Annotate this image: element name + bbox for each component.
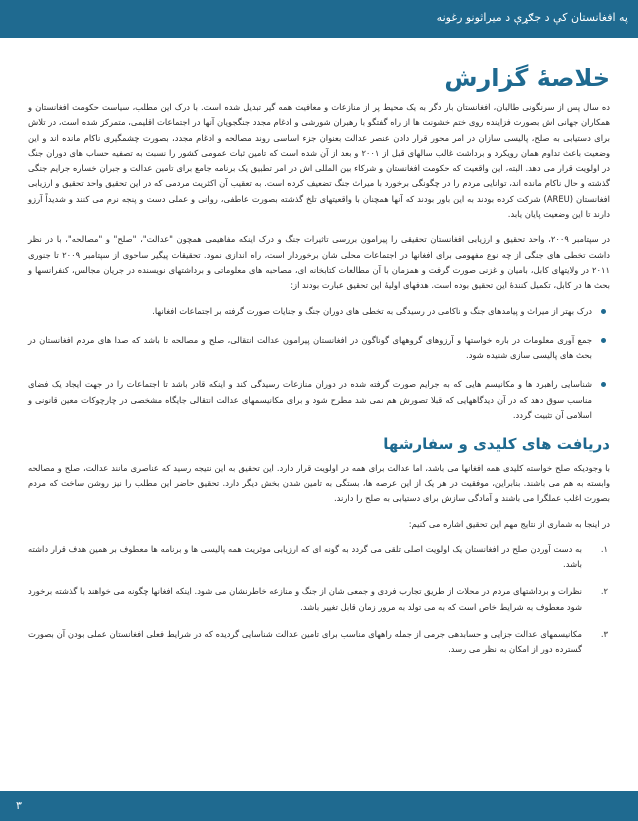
list-item: شناسایی راهبرد ها و مکانیسم هایی که به جرایم صورت گرفته شده در دوران منازعات رسیدگی کند و اینکه قادر باشد تا اجتماعات را در جهت ایجاد یک فضای مناسب سوق دهد که در آن دیدگاههایی که قبلا تصورش هم نمی شد مطرح شود و برای مکانیسمهای عدالت انتقالی جایگاه مشخصی در چارچوکات معین قانونی و اسلامی آن تثبیت گردد. <box>28 377 592 423</box>
paragraph: در سپتامبر ۲۰۰۹، واحد تحقیق و ارزیابی افغانستان تحقیقی را پیرامون بررسی تاثیرات جنگ و درک اینکه مفاهیمی همچون "عدالت"، "صلح" و "مصالحه"، با در نظر داشت تخطی های جنگی از چه نوع مفهومی برای افغانها در اجتماعات محلی شان برخوردار است، راه اندازی نمود. تحقیقات پیگیر ساحوی از سپتامبر ۲۰۰۹ تا جنوری ۲۰۱۱ در ولایتهای کابل، بامیان و غزنی صورت گرفت و همزمان با آن مطالعات کتابخانه ای، مصاحبه های معلوماتی و برداشتهای نویسنده در جریان مجالس، کنفرانسها و بحث ها در کابل، تکمیل کنندۀ این تحقیق بوده است. هدفهای اولیۀ این تحقیق عبارت بودند از: <box>28 234 610 291</box>
page-title: خلاصۀ گزارش <box>444 64 610 92</box>
objectives-list <box>28 304 610 424</box>
list-text: به دست آوردن صلح در افغانستان یک اولویت اصلی تلقی می گردد به گونه ای که ارزیابی موثریت همه پالیسی ها و برنامه ها معطوف بر همین هدف قرار داشته باشد. <box>28 543 582 570</box>
header-bar <box>0 0 638 38</box>
list-text: مکانیسمهای عدالت جزایی و حسابدهی جرمی از جمله راههای مناسب برای تامین عدالت شناسایی گردیده که در شرایط فعلی افغانستان عملی بودن آن بصورت گسترده دور از امکان به نظر می رسد. <box>28 629 582 655</box>
list-item <box>28 584 610 615</box>
list-number: ۱. <box>600 543 608 554</box>
findings-list <box>28 542 610 658</box>
list-item: جمع آوری معلومات در باره خواستها و آرزوهای گروههای گوناگون در افغانستان پیرامون عدالت انتقالی، صلح و مصالحه تا باشد که صدا های مردم افغانستان در بحث های پالیسی سازی شنیده شود. <box>28 333 592 364</box>
paragraph: در اینجا به شماری از نتایج مهم این تحقیق اشاره می کنیم: <box>408 518 610 529</box>
list-item <box>28 627 610 658</box>
list-number: ۲. <box>600 586 608 597</box>
footer-bar <box>0 791 638 821</box>
page-number: ۳ <box>16 799 22 812</box>
header-title: په افغانستان کې د جګړې د میراثونو رغونه <box>436 11 628 24</box>
paragraph: با وجودیکه صلح خواسته کلیدی همه افغانها می باشد، اما عدالت برای همه در اولویت قرار دارد. این تحقیق به این نتیجه رسید که عناصری مانند عدالت، صلح و مصالحه وابسته به هم می باشند. بنابراین، موفقیت در هر یک از این عرصه ها، بستگی به تامین شدن بخش دیگر دارد. تحقیق حاضر این مطلب را نیز روشن ساخت که مردم بصورت اغلب عملگرا می باشند و آمادگی سازش برای دستیابی به صلح را دارند. <box>28 462 610 504</box>
paragraph: ده سال پس از سرنگونی طالبان، افغانستان بار دگر به یک محیط پر از منازعات و معافیت همه گیر تبدیل شده است. با درک این مطلب، سیاست حکومت افغانستان و همکاران جهانی اش بصورت فزاینده روی ختم خشونت ها از راه گفتگو با رهبران شورشی و ادغام مجدد جنگجویان آنها در اجتماعات اقلیمی، متمرکز شده است، در تلاش برای دستیابی به صلح، پالیسی سازان در امر محور قرار دادن عنصر عدالت بعنوان جزء اساسی روند مصالحه و ادغام مجدد، بصورت چشمگیری ناکام مانده اند و این وضعیت باعث تداوم همان رویکرد و برداشت غالب سالهای قبل از ۲۰۰۱ و بعد از آن شده است که تامین ثبات عمومی کشور را نسبت به تصفیه حساب های دوران جنگ در اولویت قرار می دهد. البته، این واقعیت که حکومت افغانستان و شرکاء بین المللی اش در امر تطبیق یک برنامه جامع برای تامین عدالت و جبران خساره جرایم جنگی گذشته و حال ناکام مانده اند، توانایی مردم را در چگونگی برخورد با میراث جنگ تضعیف کرده است. به تعقیب آن اکثریت مردمی که در این تحقیق واحد تحقیق و ارزیابی افغانستان (AREU) شرکت کرده بودند به این باور بودند که آنها همچنان با واقعیتهای تلخ گذشته بصورت عاطفی، روانی و عملی دست و پنجه نرم می کنند و شدیداً آرزو دارند تا این وضعیت پایان یابد. <box>28 102 610 220</box>
list-number: ۳. <box>600 629 608 640</box>
section-heading: دریافت های کلیدی و سفارشها <box>383 435 610 454</box>
list-text: نظرات و برداشتهای مردم در محلات از طریق تجارب فردی و جمعی شان از جنگ و منازعه خاطرنشان می شود. اینکه افغانها چگونه می خواهند با گذشته برخورد شود معطوف به شرایط خاص است که به می تولد به مرور زمان قابل تغییر باشد. <box>28 586 582 612</box>
report-body <box>28 100 610 670</box>
list-item <box>28 542 610 573</box>
list-item: درک بهتر از میراث و پیامدهای جنگ و ناکامی در رسیدگی به تخطی های دوران جنگ و جنایات صورت گرفته بر اجتماعات افغانها. <box>28 304 592 319</box>
